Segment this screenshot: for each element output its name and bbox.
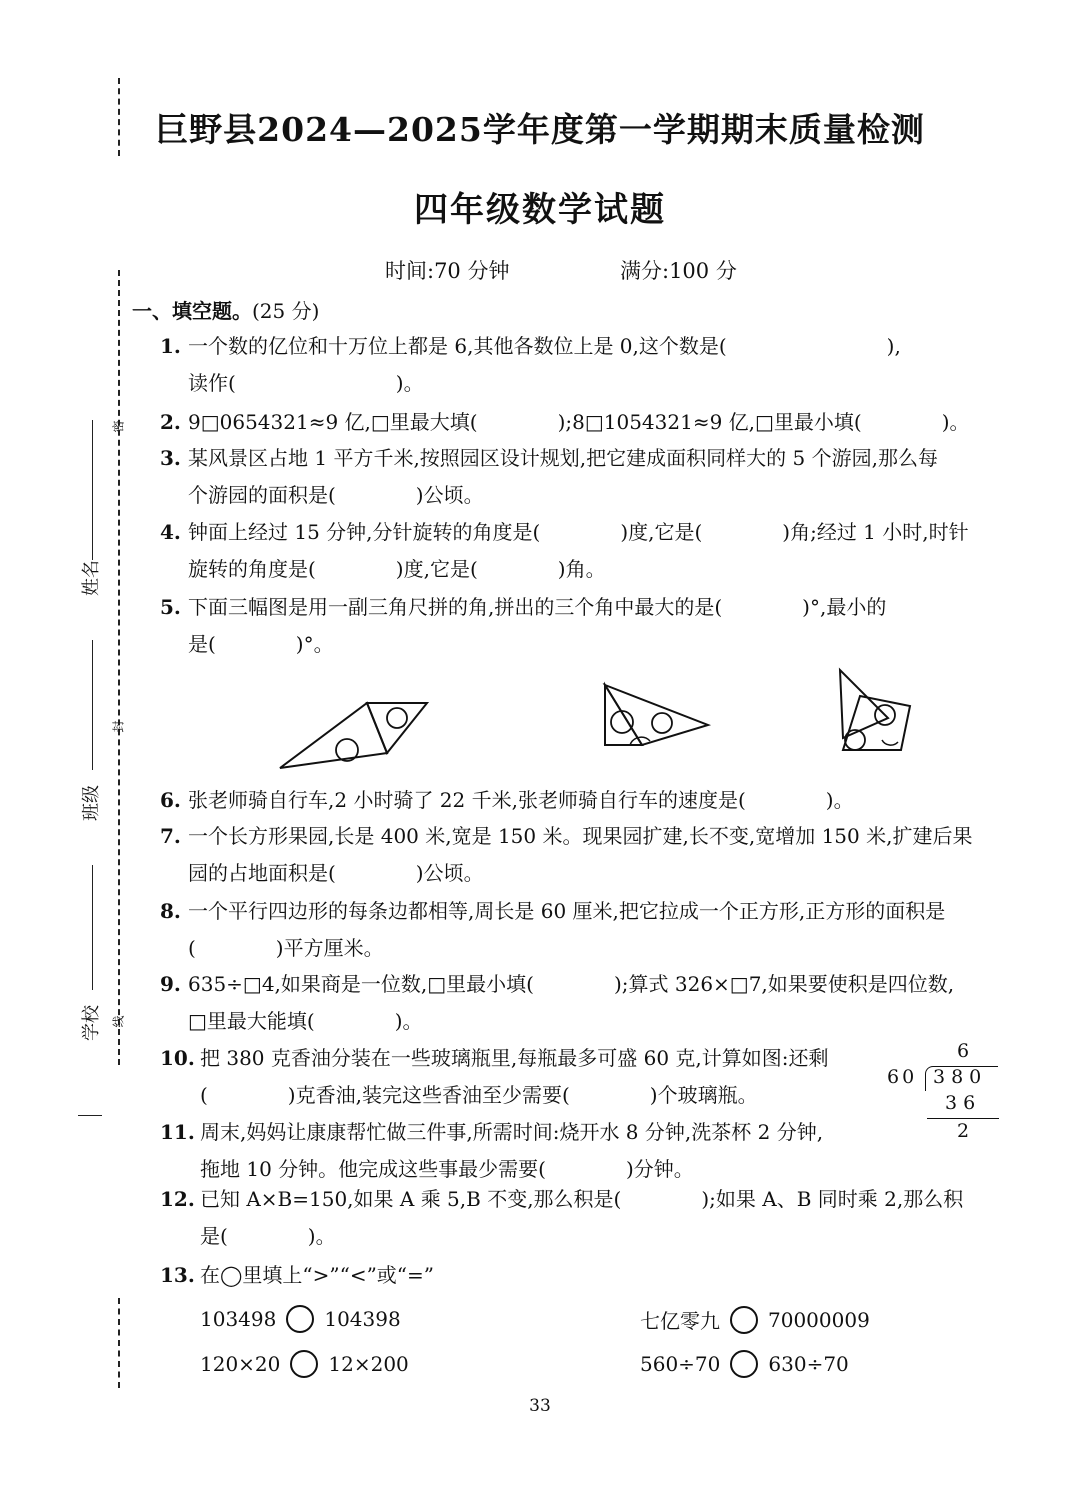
question-text: 是( )°。 bbox=[188, 632, 334, 656]
question-text: 园的占地面积是( )公顷。 bbox=[188, 861, 484, 885]
question-text: 旋转的角度是( )度,它是( )角。 bbox=[188, 557, 606, 581]
question-7 bbox=[160, 818, 1005, 892]
compare-right: 104398 bbox=[324, 1307, 401, 1331]
triangle-figure-2 bbox=[600, 680, 720, 760]
question-text: 个游园的面积是( )公顷。 bbox=[188, 483, 484, 507]
name-label: 姓名 bbox=[81, 560, 102, 596]
division-dividend: 380 bbox=[933, 1066, 988, 1088]
question-13 bbox=[160, 1257, 1005, 1294]
compare-item-1 bbox=[200, 1305, 401, 1333]
question-text: 一个平行四边形的每条边都相等,周长是 60 厘米,把它拉成一个正方形,正方形的面积是 bbox=[188, 899, 946, 923]
compare-right: 12×200 bbox=[328, 1352, 409, 1376]
question-text: 张老师骑自行车,2 小时骑了 22 千米,张老师骑自行车的速度是( )。 bbox=[188, 788, 854, 812]
question-text: 在◯里填上“>”“<”或“=” bbox=[200, 1263, 435, 1287]
compare-circle[interactable] bbox=[290, 1350, 318, 1378]
question-text: 把 380 克香油分装在一些玻璃瓶里,每瓶最多可盛 60 克,计算如图:还剩 bbox=[200, 1046, 829, 1070]
exam-title: 巨野县2024—2025学年度第一学期期末质量检测 bbox=[155, 110, 925, 149]
question-number: 10. bbox=[160, 1046, 195, 1070]
triangle-hole bbox=[652, 713, 672, 733]
school-label: 学校 bbox=[81, 1005, 102, 1041]
question-number: 1. bbox=[160, 334, 181, 358]
question-text: 已知 A×B=150,如果 A 乘 5,B 不变,那么积是( );如果 A、B 同时乘 2,那么积 bbox=[200, 1187, 964, 1211]
compare-left: 103498 bbox=[200, 1307, 277, 1331]
question-1 bbox=[160, 328, 1005, 402]
question-number: 6. bbox=[160, 788, 181, 812]
page-number: 33 bbox=[529, 1396, 551, 1416]
question-8 bbox=[160, 893, 1005, 967]
question-text: □里最大能填( )。 bbox=[188, 1009, 423, 1033]
question-number: 11. bbox=[160, 1120, 195, 1144]
triangle-figure-3 bbox=[838, 668, 928, 753]
question-number: 9. bbox=[160, 972, 181, 996]
question-6 bbox=[160, 782, 1005, 819]
compare-left: 560÷70 bbox=[640, 1352, 721, 1376]
question-number: 12. bbox=[160, 1187, 195, 1211]
question-text: ( )克香油,装完这些香油至少需要( )个玻璃瓶。 bbox=[200, 1083, 758, 1107]
division-quotient: 6 bbox=[957, 1040, 970, 1062]
compare-right: 70000009 bbox=[768, 1307, 870, 1332]
question-text: 635÷□4,如果商是一位数,□里最小填( );算式 326×□7,如果要使积是四位数, bbox=[188, 972, 955, 996]
seal-mark-xian: 线 bbox=[111, 1015, 126, 1028]
question-number: 13. bbox=[160, 1263, 195, 1287]
binding-dash-bottom bbox=[118, 1298, 120, 1388]
question-number: 5. bbox=[160, 595, 181, 619]
compare-item-2 bbox=[640, 1305, 870, 1334]
compare-right: 630÷70 bbox=[768, 1352, 849, 1376]
question-text: 拖地 10 分钟。他完成这些事最少需要( )分钟。 bbox=[200, 1157, 694, 1181]
division-product: 36 bbox=[945, 1092, 982, 1114]
exam-time: 时间:70 分钟 bbox=[385, 259, 510, 283]
section-points: (25 分) bbox=[252, 299, 320, 323]
question-5 bbox=[160, 589, 1005, 663]
question-number: 3. bbox=[160, 446, 181, 470]
question-text: 9□0654321≈9 亿,□里最大填( );8□1054321≈9 亿,□里最小填( )。 bbox=[188, 410, 970, 434]
exam-full-score: 满分:100 分 bbox=[620, 259, 737, 283]
question-number: 8. bbox=[160, 899, 181, 923]
question-2 bbox=[160, 404, 1005, 441]
compare-item-3 bbox=[200, 1350, 409, 1378]
seal-mark-mi: 密 bbox=[111, 420, 126, 433]
question-3 bbox=[160, 440, 1005, 514]
triangle-30-60 bbox=[840, 670, 888, 738]
exam-subtitle: 四年级数学试题 bbox=[414, 190, 666, 230]
compare-item-4 bbox=[640, 1350, 849, 1378]
question-12 bbox=[160, 1181, 1005, 1255]
triangle-hole bbox=[387, 708, 407, 728]
compare-circle[interactable] bbox=[730, 1350, 758, 1378]
question-text: 是( )。 bbox=[200, 1224, 336, 1248]
compare-left: 七亿零九 bbox=[640, 1309, 720, 1333]
seal-mark-feng: 封 bbox=[111, 720, 126, 733]
question-number: 4. bbox=[160, 520, 181, 544]
question-number: 7. bbox=[160, 824, 181, 848]
angle-arc bbox=[882, 740, 898, 745]
class-underline bbox=[92, 640, 93, 770]
question-4 bbox=[160, 514, 1005, 588]
section-title: 一、填空题。 bbox=[132, 299, 252, 323]
question-9 bbox=[160, 966, 1005, 1040]
binding-dash-mark bbox=[78, 1115, 102, 1116]
compare-circle[interactable] bbox=[730, 1306, 758, 1334]
binding-dash-main bbox=[118, 270, 120, 1065]
question-11 bbox=[160, 1114, 1005, 1188]
question-number: 2. bbox=[160, 410, 181, 434]
question-text: ( )平方厘米。 bbox=[188, 936, 384, 960]
division-divisor: 60 bbox=[887, 1066, 918, 1088]
name-underline bbox=[92, 420, 93, 560]
triangle-figure-1 bbox=[275, 668, 445, 778]
question-text: 某风景区占地 1 平方千米,按照园区设计规划,把它建成面积同样大的 5 个游园,那么每 bbox=[188, 446, 938, 470]
question-text: 周末,妈妈让康康帮忙做三件事,所需时间:烧开水 8 分钟,洗茶杯 2 分钟, bbox=[200, 1120, 824, 1144]
section-heading bbox=[132, 295, 319, 324]
school-underline bbox=[92, 865, 93, 990]
question-10 bbox=[160, 1040, 860, 1114]
question-text: 一个长方形果园,长是 400 米,宽是 150 米。现果园扩建,长不变,宽增加 150 米,扩建后果 bbox=[188, 824, 973, 848]
class-label: 班级 bbox=[81, 785, 102, 821]
question-text: 下面三幅图是用一副三角尺拼的角,拼出的三个角中最大的是( )°,最小的 bbox=[188, 595, 887, 619]
question-text: 一个数的亿位和十万位上都是 6,其他各数位上是 0,这个数是( ), bbox=[188, 334, 901, 358]
compare-circle[interactable] bbox=[286, 1305, 314, 1333]
compare-left: 120×20 bbox=[200, 1352, 281, 1376]
question-text: 钟面上经过 15 分钟,分针旋转的角度是( )度,它是( )角;经过 1 小时,时针 bbox=[188, 520, 969, 544]
division-remainder: 2 bbox=[957, 1120, 970, 1142]
question-text: 读作( )。 bbox=[188, 371, 424, 395]
